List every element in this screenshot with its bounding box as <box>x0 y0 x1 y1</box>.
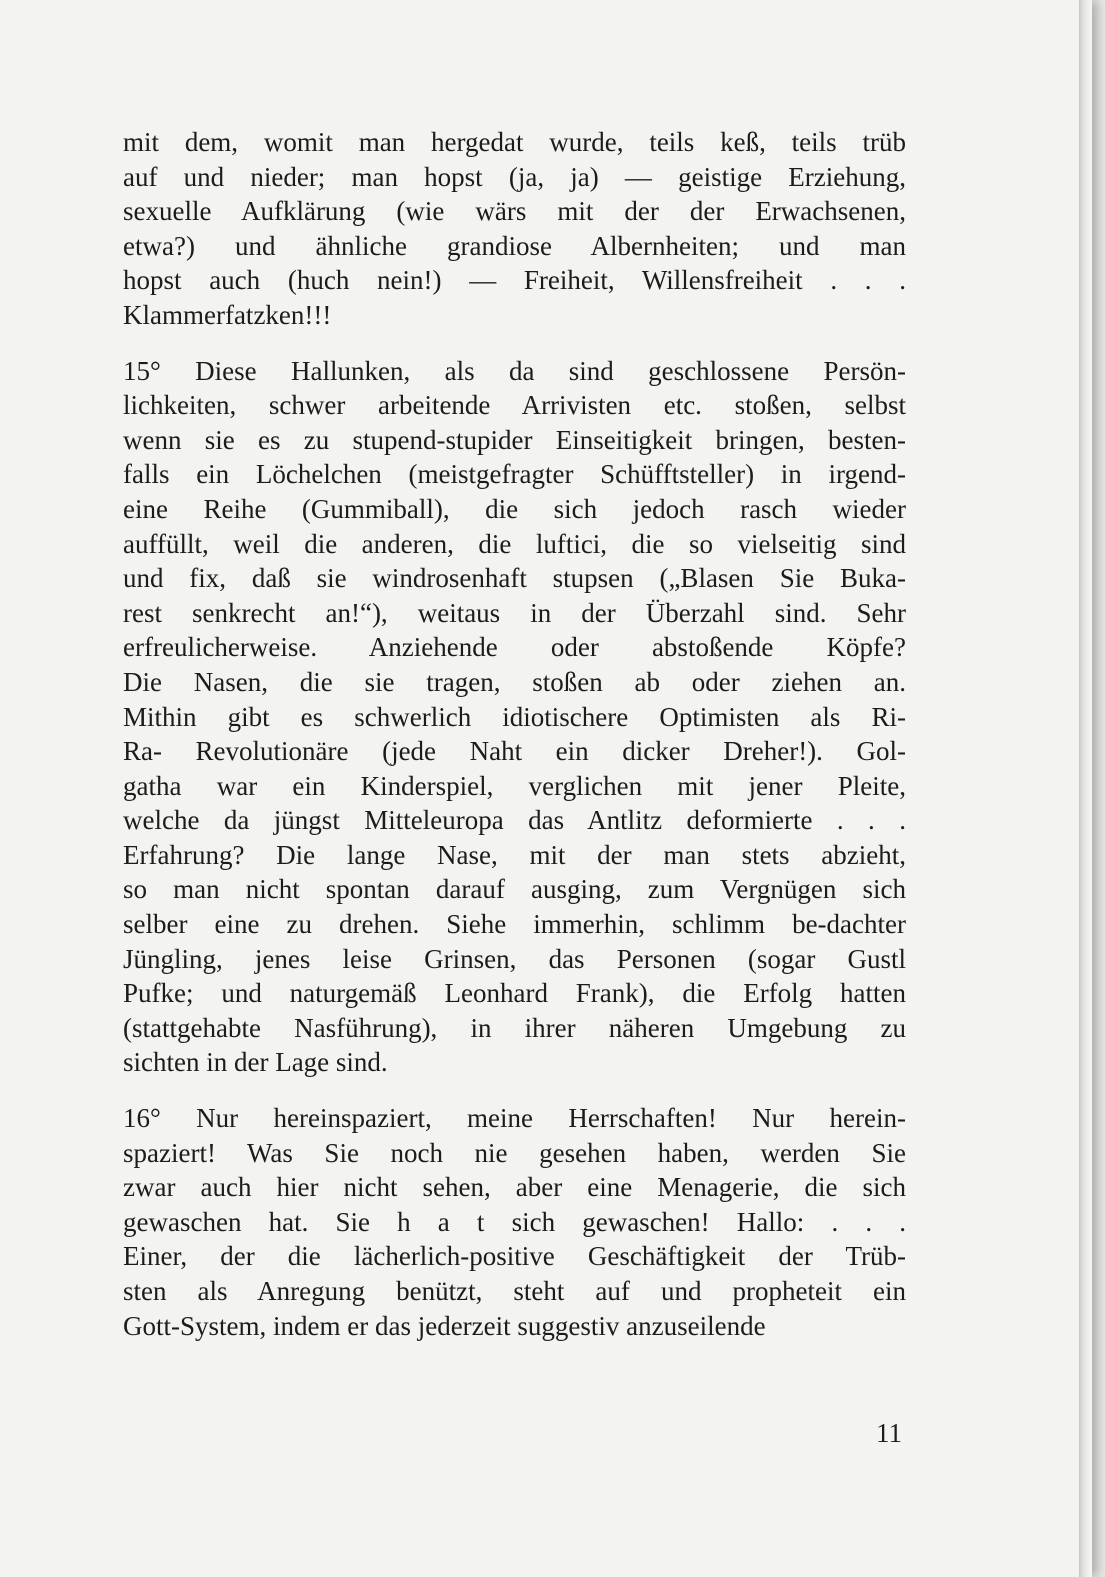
text-line: spaziert! Was Sie noch nie gesehen haben, werden Sie <box>123 1137 906 1168</box>
text-line: zwar auch hier nicht sehen, aber eine Menagerie, die sich <box>123 1172 906 1203</box>
text-line: Pufke; und naturgemäß Leonhard Frank), die Erfolg hatten <box>123 978 906 1009</box>
paragraph-gap <box>123 1080 906 1101</box>
page-number: 11 <box>876 1418 902 1448</box>
text-line: Mithin gibt es schwerlich idiotischere Optimisten als Ri- <box>123 701 906 732</box>
paragraph <box>123 354 906 1080</box>
text-line: Gott-System, indem er das jederzeit suggestiv anzuseilende <box>123 1310 766 1341</box>
text-line: auf und nieder; man hopst (ja, ja) — geistige Erziehung, <box>123 161 906 192</box>
text-line: und fix, daß sie windrosenhaft stupsen („Blasen Sie Buka- <box>123 563 906 594</box>
text-line: gatha war ein Kinderspiel, verglichen mit jener Pleite, <box>123 770 906 801</box>
text-line: Ra- Revolutionäre (jede Naht ein dicker Dreher!). Gol- <box>123 736 906 767</box>
text-line: falls ein Löchelchen (meistgefragter Schüfftsteller) in irgend- <box>123 459 906 490</box>
text-line: Erfahrung? Die lange Nase, mit der man stets abzieht, <box>123 839 906 870</box>
text-line: Die Nasen, die sie tragen, stoßen ab oder ziehen an. <box>123 666 906 697</box>
text-line: 15° Diese Hallunken, als da sind geschlossene Persön- <box>123 355 906 386</box>
text-line: Jüngling, jenes leise Grinsen, das Personen (sogar Gustl <box>123 943 906 974</box>
text-line: rest senkrecht an!“), weitaus in der Überzahl sind. Sehr <box>123 597 906 628</box>
paragraph-gap <box>123 333 906 354</box>
text-line: wenn sie es zu stupend-stupider Einseitigkeit bringen, besten- <box>123 424 906 455</box>
text-line: erfreulicherweise. Anziehende oder abstoßende Köpfe? <box>123 632 906 663</box>
body-text <box>123 125 906 1343</box>
text-line: so man nicht spontan darauf ausging, zum Vergnügen sich <box>123 874 906 905</box>
text-line: (stattgehabte Nasführung), in ihrer näheren Umgebung zu <box>123 1012 906 1043</box>
text-line: welche da jüngst Mitteleuropa das Antlitz deformierte . . . <box>123 805 906 836</box>
page-edge <box>1079 0 1092 1577</box>
text-line: eine Reihe (Gummiball), die sich jedoch rasch wieder <box>123 493 906 524</box>
text-line: mit dem, womit man hergedat wurde, teils keß, teils trüb <box>123 127 906 157</box>
paragraph <box>123 1101 906 1343</box>
text-line: Klammerfatzken!!! <box>123 299 332 330</box>
text-line: sexuelle Aufklärung (wie wärs mit der der Erwachsenen, <box>123 196 906 227</box>
text-line: auffüllt, weil die anderen, die luftici, die so vielseitig sind <box>123 528 906 559</box>
text-line: Einer, der die lächerlich-positive Geschäftigkeit der Trüb- <box>123 1241 906 1272</box>
text-line: 16° Nur hereinspaziert, meine Herrschaften! Nur herein- <box>123 1103 906 1134</box>
text-line: lichkeiten, schwer arbeitende Arrivisten etc. stoßen, selbst <box>123 390 906 421</box>
text-line: selber eine zu drehen. Siehe immerhin, schlimm be-dachter <box>123 909 906 940</box>
paragraph <box>123 125 906 333</box>
text-line: sichten in der Lage sind. <box>123 1047 388 1078</box>
text-line: etwa?) und ähnliche grandiose Albernheiten; und man <box>123 230 906 261</box>
text-line: sten als Anregung benützt, steht auf und propheteit ein <box>123 1276 906 1306</box>
text-line: hopst auch (huch nein!) — Freiheit, Willensfreiheit . . . <box>123 265 906 296</box>
text-line: gewaschen hat. Sie h a t sich gewaschen! Hallo: . . . <box>123 1206 906 1237</box>
